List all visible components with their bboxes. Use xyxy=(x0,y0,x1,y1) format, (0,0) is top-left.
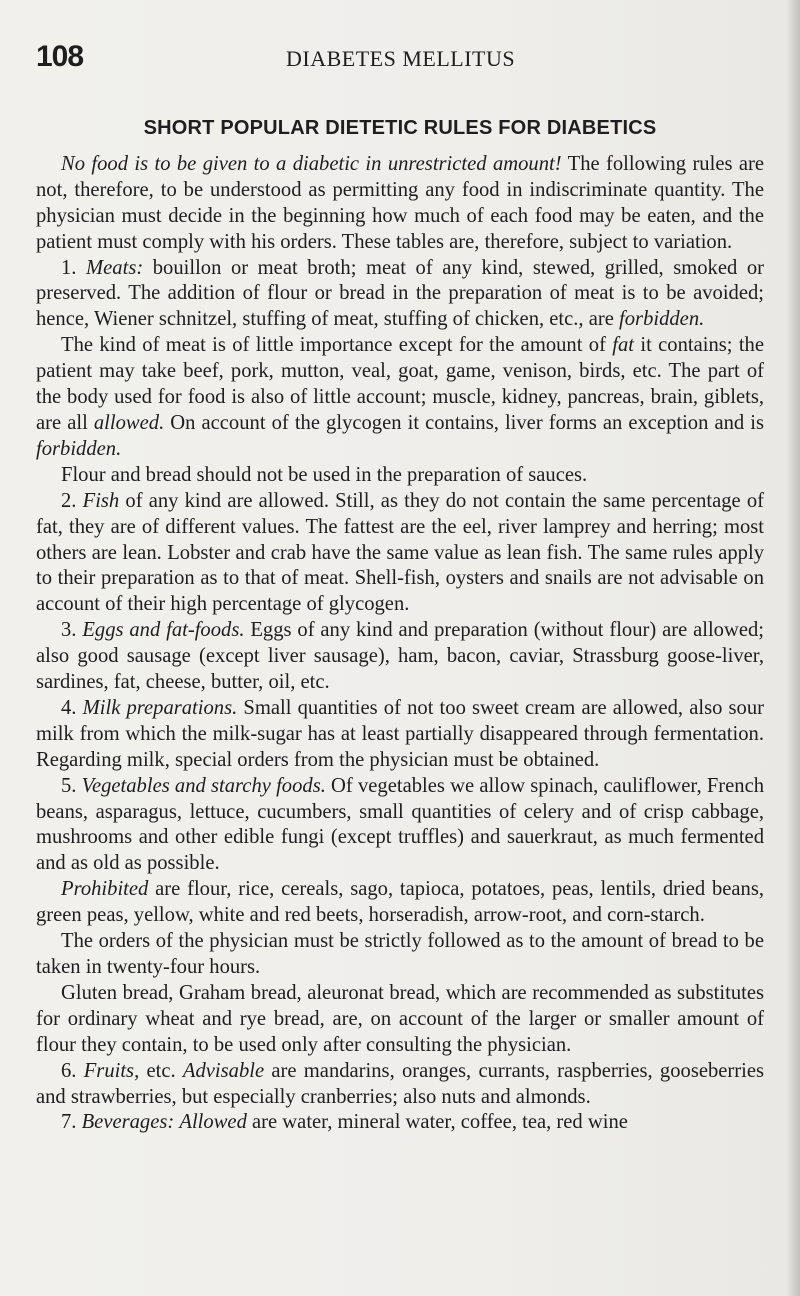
meats-kind-allowed: allowed. xyxy=(93,411,165,434)
intro-lead: No food is to be given to a diabetic in unrestricted amount! xyxy=(61,152,562,175)
paragraph-meats xyxy=(36,256,764,334)
paragraph-prohibited xyxy=(36,877,764,929)
paragraph-vegetables xyxy=(36,774,764,878)
item-number: 4. xyxy=(61,696,83,719)
paragraph-meats-kind xyxy=(36,333,764,463)
heading-advisable: Advisable xyxy=(182,1059,265,1082)
item-number: 5. xyxy=(61,774,82,797)
eggs-text: Eggs of any kind and preparation (without flour) are allowed; also good sausage (except liver sausage), ham, bacon, caviar, Strassburg goose-liver, sardines, fat, cheese, butter, oil, etc. xyxy=(36,619,764,694)
paragraph-fruits xyxy=(36,1059,764,1111)
page-number: 108 xyxy=(36,40,84,73)
paragraph-gluten: Gluten bread, Graham bread, aleuronat bread, which are recommended as substitutes for ordinary wheat and rye bread, are, on account of the larger or smaller amount of flour they contain, to be used only after consulting the physician. xyxy=(36,981,764,1056)
beverages-text: are water, mineral water, coffee, tea, red wine xyxy=(246,1111,628,1134)
meats-text: bouillon or meat broth; meat of any kind, stewed, grilled, smoked or preserved. The addition of flour or bread in the preparation of meat is to be avoided; hence, Wiener schnitzel, stuffing of meat, stuffing of chicken, etc., are xyxy=(36,256,764,331)
fruits-etc: etc. xyxy=(139,1059,183,1082)
paragraph-eggs xyxy=(36,618,764,696)
intro-text: The following rules are not, therefore, to be understood as permitting any food in indiscriminate quantity. The physician must decide in the beginning how much of each food may be eaten, and the patient must comply with his orders. These tables are, therefore, subject to variation. xyxy=(36,152,764,253)
section-title: SHORT POPULAR DIETETIC RULES FOR DIABETICS xyxy=(143,117,657,139)
heading-beverages: Beverages: xyxy=(81,1111,175,1134)
paragraph-fish xyxy=(36,489,764,619)
heading-prohibited: Prohibited xyxy=(61,878,149,901)
item-number: 1. xyxy=(61,256,86,279)
paragraph-milk xyxy=(36,696,764,774)
meats-kind-forbidden: forbidden. xyxy=(36,437,122,460)
meats-forbidden: forbidden. xyxy=(619,308,705,331)
prohibited-text: are flour, rice, cereals, sago, tapioca, potatoes, peas, lentils, dried beans, green peas, yellow, white and red beets, horseradish, arrow-root, and corn-starch. xyxy=(36,878,764,927)
vegetables-text: Of vegetables we allow spinach, cauliflower, French beans, asparagus, lettuce, cucumbers, small quantities of celery and of crisp cabbage, mushrooms and other edible fungi (except truffles) and sauerkraut, as much fermented and as old as possible. xyxy=(36,774,765,875)
milk-text: Small quantities of not too sweet cream are allowed, also sour milk from which the milk-sugar has at least partially disappeared through fermentation. Regarding milk, special orders from the physician must be obtained. xyxy=(36,696,764,771)
heading-fish: Fish xyxy=(82,489,120,512)
fruits-text: are mandarins, oranges, currants, raspberries, gooseberries and strawberries, but especially cranberries; also nuts and almonds. xyxy=(36,1059,765,1108)
page-header xyxy=(36,40,764,74)
page-body xyxy=(36,112,764,1136)
heading-fruits: Fruits, xyxy=(83,1059,140,1082)
item-number: 2. xyxy=(61,489,83,512)
heading-eggs: Eggs and fat-foods. xyxy=(82,619,245,642)
heading-milk: Milk preparations. xyxy=(82,696,238,719)
paragraph-beverages xyxy=(36,1110,764,1136)
meats-kind-fat: fat xyxy=(612,334,635,357)
paragraph-intro xyxy=(36,152,764,256)
heading-vegetables: Vegetables and starchy foods. xyxy=(81,774,326,797)
item-number: 3. xyxy=(61,619,83,642)
heading-meats: Meats: xyxy=(86,256,144,279)
heading-allowed: Allowed xyxy=(179,1111,247,1134)
meats-kind-text-e: On account of the glycogen it contains, liver forms an exception and is xyxy=(164,411,764,434)
page-edge-shadow xyxy=(786,0,800,1296)
fish-text: of any kind are allowed. Still, as they do not contain the same percentage of fat, they are of different values. The fattest are the eel, river lamprey and herring; most others are lean. Lobster and crab have the same value as lean fish. The same rules apply to their preparation as to that of meat. Shell-fish, oysters and snails are not advisable on account of their high percentage of glycogen. xyxy=(36,489,764,616)
running-title: DIABETES MELLITUS xyxy=(286,46,516,71)
meats-kind-text-c: it contains; the patient may take beef, pork, mutton, veal, goat, game, venison, birds, etc. The part of the body used for food is also of little account; muscle, kidney, pancreas, brain, giblets, are all xyxy=(36,334,764,434)
paragraph-flour: Flour and bread should not be used in the preparation of sauces. xyxy=(61,463,588,486)
item-number: 7. xyxy=(61,1111,82,1134)
item-number: 6. xyxy=(61,1059,84,1082)
paragraph-bread-orders: The orders of the physician must be strictly followed as to the amount of bread to be taken in twenty-four hours. xyxy=(36,930,764,978)
meats-kind-text-a: The kind of meat is of little importance except for the amount of xyxy=(61,334,613,357)
